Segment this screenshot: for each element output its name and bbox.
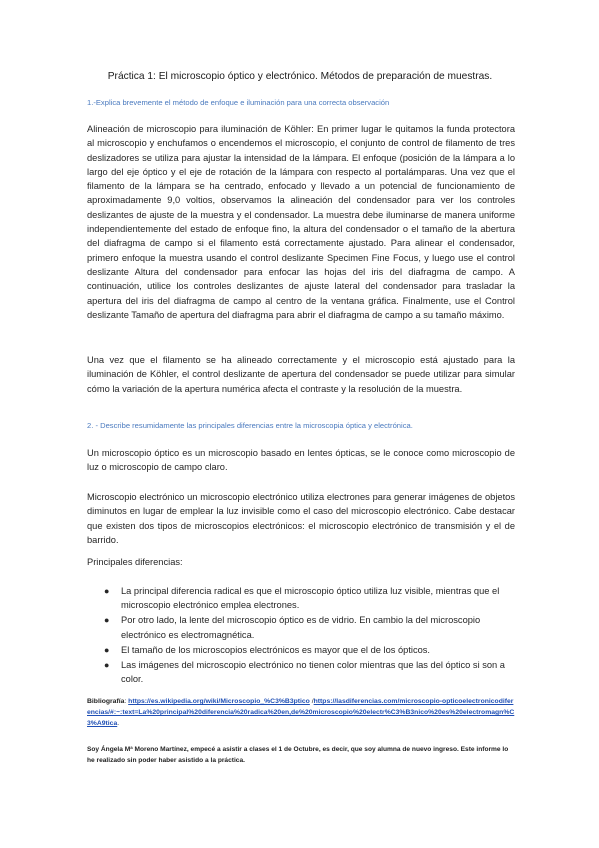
bibliography-link-wikipedia[interactable]: https://es.wikipedia.org/wiki/Microscopio_%C3%B3ptico bbox=[128, 698, 310, 705]
paragraph-kohler-alignment: Alineación de microscopio para iluminación de Köhler: En primer lugar le quitamos la funda protectora al microscopio y enchufamos o encendemos el microscopio, el conjunto de control de filamento de tres deslizadores se utiliza para ajustar la intensidad de la lámpara. El enfoque (posición de la lámpara a lo largo del eje óptico y el eje de rotación de la lámpara con respecto al portalámparas. Una vez que el filamento de la lámpara se ha centrado, enfocado y llevado a un potencial de funcionamiento de aproximadamente 9,0 voltios, observamos la alineación del condensador para ver los controles deslizantes de ajuste de la muestra y el condensador. La muestra debe iluminarse de manera uniforme independientemente del estado de enfoque fino, la altura del condensador o el tamaño de la abertura del diafragma de campo si el filamento está correctamente ajustado. Para alinear el condensador, primero enfoque la muestra usando el control deslizante Specimen Fine Focus, y luego use el control deslizante Altura del condensador para enfocar las hojas del iris del diafragma de campo. A continuación, utilice los controles deslizantes de ajuste lateral del condensador para trasladar la apertura del iris del diafragma de campo al centro de la ventana gráfica. Finalmente, use el Control deslizante Tamaño de apertura del diafragma para abrir el diafragma de campo a su tamaño máximo. bbox=[87, 124, 515, 320]
list-item: ● El tamaño de los microscopios electrónicos es mayor que el de los ópticos. bbox=[87, 643, 517, 657]
bibliography: Bibliografía: https://es.wikipedia.org/wiki/Microscopio_%C3%B3ptico /https://lasdiferencias.com/microscopio-opticoelectronicodiferencias/#:~:text=La%20principal%20diferencia%20radica%20en,de%20microscopio%20electr%C3%B3nico%20es%20electromagn%C3%A9tica. bbox=[87, 698, 515, 728]
bullet-icon: ● bbox=[104, 586, 110, 596]
question-2: 2. - Describe resumidamente las principales diferencias entre la microscopia óptica y electrónica. bbox=[87, 421, 413, 430]
page-title: Práctica 1: El microscopio óptico y electrónico. Métodos de preparación de muestras. bbox=[107, 71, 493, 82]
question-1: 1.-Explica brevemente el método de enfoque e iluminación para una correcta observación bbox=[87, 98, 390, 107]
bullet-icon: ● bbox=[104, 615, 110, 626]
bullet-icon: ● bbox=[104, 644, 110, 655]
author-note: Soy Ángela Mª Moreno Martínez, empecé a asistir a clases el 1 de Octubre, es decir, que soy alumna de nuevo ingreso. Este informe lo he realizado sin poder haber asistido a la práctica. bbox=[87, 746, 509, 764]
differences-list bbox=[87, 584, 517, 687]
list-item: ● Por otro lado, la lente del microscopio óptico es de vidrio. En cambio la del microscopio electrónico es electromagnética. bbox=[104, 615, 481, 640]
paragraph-electron-microscope: Microscopio electrónico un microscopio electrónico utiliza electrones para generar imágenes de objetos diminutos en lugar de emplear la luz invisible como el caso del microscopio electrónico. Cabe destacar que existen dos tipos de microscopios electrónicos: el microscopio electrónico de transmisión y el de barrido. bbox=[87, 492, 515, 545]
paragraph-optical-microscope: Un microscopio óptico es un microscopio basado en lentes ópticas, se le conoce como microscopio de luz o microscopio de campo claro. bbox=[87, 448, 515, 473]
list-item: ● La principal diferencia radical es que el microscopio óptico utiliza luz visible, mientras que el microscopio electrónico emplea electrones. bbox=[104, 586, 500, 611]
list-item: ● Las imágenes del microscopio electrónico no tienen color mientras que las del óptico si son a color. bbox=[104, 660, 505, 685]
bibliography-label: Bibliografía bbox=[87, 698, 125, 705]
bibliography-link-lasdiferencias[interactable]: https://lasdiferencias.com/microscopio-opticoelectronicodiferencias/#:~:text=La%20principal%20diferencia%20radica%20en,de%20microscopio%20electr%C3%B3nico%20es%20electromagn%C3%A9tica bbox=[87, 698, 515, 728]
bullet-icon: ● bbox=[104, 660, 110, 671]
paragraph-condenser-aperture: Una vez que el filamento se ha alineado correctamente y el microscopio está ajustado para la iluminación de Köhler, el control deslizante de apertura del condensador se puede utilizar para simular cómo la variación de la apertura numérica afecta el contraste y la resolución de la muestra. bbox=[87, 355, 515, 394]
differences-heading: Principales diferencias: bbox=[87, 557, 183, 567]
